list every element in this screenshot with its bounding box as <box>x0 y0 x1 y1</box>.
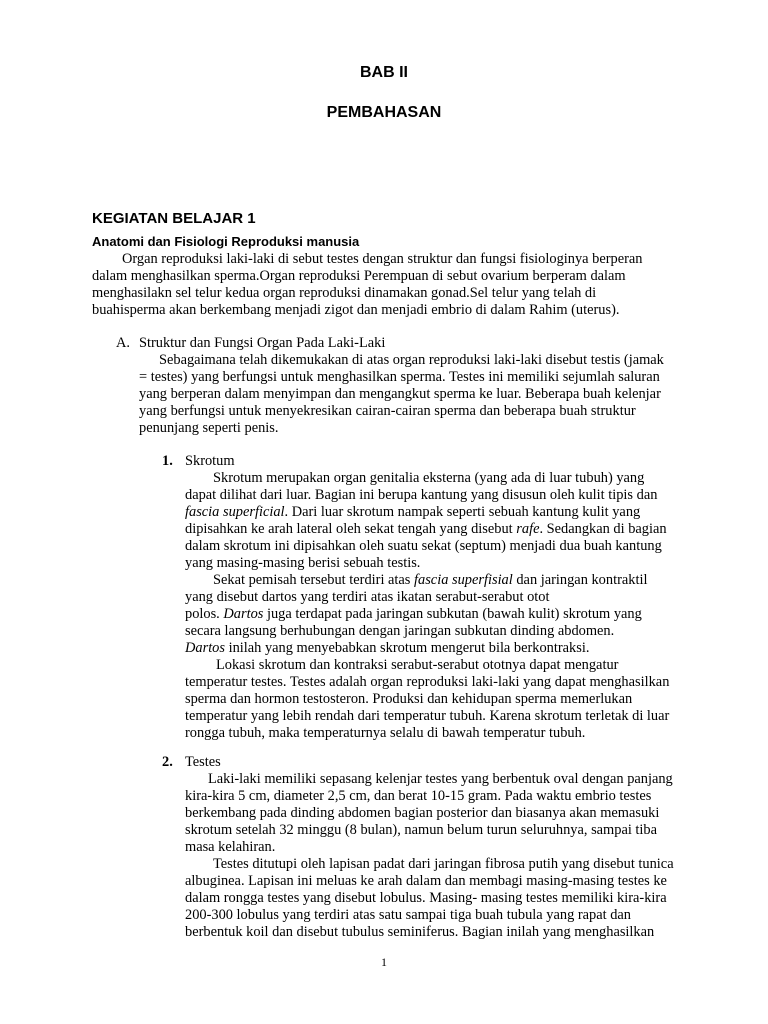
item-1-line: yang masing-masing berisi sebuah testis. <box>185 555 421 571</box>
item-1-line: dalam skrotum ini dipisahkan oleh suatu sekat (septum) menjadi dua buah kantung <box>185 538 662 554</box>
section-a-line: yang berperan dalam menyimpan dan mengangkut sperma ke luar. Beberapa buah kelenjar <box>139 386 661 402</box>
item-2-number: 2. <box>162 754 173 770</box>
item-2-line: dalam rongga testes yang disebut lobulus. Masing- masing testes memiliki kira-kira <box>185 890 667 906</box>
item-1-line: polos. Dartos juga terdapat pada jaringan subkutan (bawah kulit) skrotum yang <box>185 606 642 622</box>
item-2-line: Laki-laki memiliki sepasang kelenjar testes yang berbentuk oval dengan panjang <box>208 771 673 787</box>
item-1-number: 1. <box>162 453 173 469</box>
item-2-testes <box>185 754 674 941</box>
intro-line: Organ reproduksi laki-laki di sebut testes dengan struktur dan fungsi fisiologinya berperan <box>122 251 643 267</box>
item-1-line: Lokasi skrotum dan kontraksi serabut-serabut ototnya dapat mengatur <box>216 657 619 673</box>
item-1-line: temperatur testes. Testes adalah organ reproduksi laki-laki yang dapat menghasilkan <box>185 674 670 690</box>
italic-term: rafe <box>516 521 540 537</box>
item-1-line: fascia superficial. Dari luar skrotum nampak seperti sebuah kantung kulit yang <box>185 504 641 520</box>
section-a-line: yang berfungsi untuk menyekresikan cairan-cairan sperma dan beberapa buah struktur <box>139 403 636 419</box>
item-2-line: Testes ditutupi oleh lapisan padat dari jaringan fibrosa putih yang disebut tunica <box>213 856 674 872</box>
item-1-line: temperatur yang lebih rendah dari temperatur tubuh. Karena skrotum terletak di luar <box>185 708 670 724</box>
section-a-line: = testes) yang berfungsi untuk menghasilkan sperma. Testes ini memiliki sejumlah saluran <box>139 369 660 385</box>
chapter-title: PEMBAHASAN <box>326 104 442 121</box>
chapter-number: BAB II <box>360 64 408 81</box>
item-1-line: rongga tubuh, maka temperaturnya selalu di bawah temperatur tubuh. <box>185 725 586 741</box>
page-number: 1 <box>381 955 387 969</box>
item-2-line: masa kelahiran. <box>185 839 276 855</box>
activity-title: KEGIATAN BELAJAR 1 <box>92 210 256 227</box>
item-2-line: albuginea. Lapisan ini meluas ke arah dalam dan membagi masing-masing testes ke <box>185 873 667 889</box>
italic-term: fascia superficial <box>185 504 285 520</box>
intro-line: menghasilakn sel telur kedua organ reproduksi dinamakan gonad.Sel telur yang telah di <box>92 285 597 301</box>
item-1-line: secara langsung berhubungan dengan jaringan subkutan dinding abdomen. <box>185 623 615 639</box>
italic-term: Dartos <box>185 640 225 656</box>
item-1-title: Skrotum <box>185 453 235 469</box>
section-a-title: Struktur dan Fungsi Organ Pada Laki-Laki <box>139 335 386 351</box>
item-2-line: berkembang pada dinding abdomen bagian posterior dan biasanya akan memasuki <box>185 805 660 821</box>
item-1-line: Sekat pemisah tersebut terdiri atas fascia superfisial dan jaringan kontraktil <box>213 572 648 588</box>
item-1-line: dapat dilihat dari luar. Bagian ini berupa kantung yang disusun oleh kulit tipis dan <box>185 487 658 503</box>
item-2-line: kira-kira 5 cm, diameter 2,5 cm, dan berat 10-15 gram. Pada waktu embrio testes <box>185 788 652 804</box>
section-a-line: penunjang seperti penis. <box>139 420 279 436</box>
intro-line: dalam menghasilkan sperma.Organ reproduksi Perempuan di sebut ovarium berperam dalam <box>92 268 626 284</box>
item-1-line: Dartos inilah yang menyebabkan skrotum mengerut bila berkontraksi. <box>185 640 590 656</box>
italic-term: Dartos <box>223 606 264 622</box>
intro-line: buahisperma akan berkembang menjadi zigot dan menjadi embrio di dalam Rahim (uterus). <box>92 302 620 318</box>
item-1-skrotum <box>185 453 669 742</box>
intro-paragraph <box>92 251 642 319</box>
item-2-line: berbentuk koil dan disebut tubulus seminiferus. Bagian inilah yang menghasilkan <box>185 924 655 940</box>
item-1-line: dipisahkan ke arah lateral oleh sekat tengah yang disebut rafe. Sedangkan di bagian <box>185 521 667 537</box>
section-a-line: Sebagaimana telah dikemukakan di atas organ reproduksi laki-laki disebut testis (jamak <box>159 352 664 368</box>
activity-subtitle: Anatomi dan Fisiologi Reproduksi manusia <box>92 234 360 249</box>
section-a-marker: A. <box>116 335 130 351</box>
item-2-line: skrotum setelah 32 minggu (8 bulan), namun belum turun seluruhnya, sampai tiba <box>185 822 658 838</box>
item-1-line: Skrotum merupakan organ genitalia eksterna (yang ada di luar tubuh) yang <box>213 470 645 486</box>
item-2-line: 200-300 lobulus yang terdiri atas satu sampai tiga buah tubula yang rapat dan <box>185 907 631 923</box>
item-2-title: Testes <box>185 754 221 770</box>
italic-term: fascia superfisial <box>414 572 513 588</box>
item-1-line: yang disebut dartos yang terdiri atas ikatan serabut-serabut otot <box>185 589 550 605</box>
item-1-line: sperma dan hormon testosteron. Produksi dan kehidupan sperma memerlukan <box>185 691 633 707</box>
section-a <box>139 335 664 437</box>
